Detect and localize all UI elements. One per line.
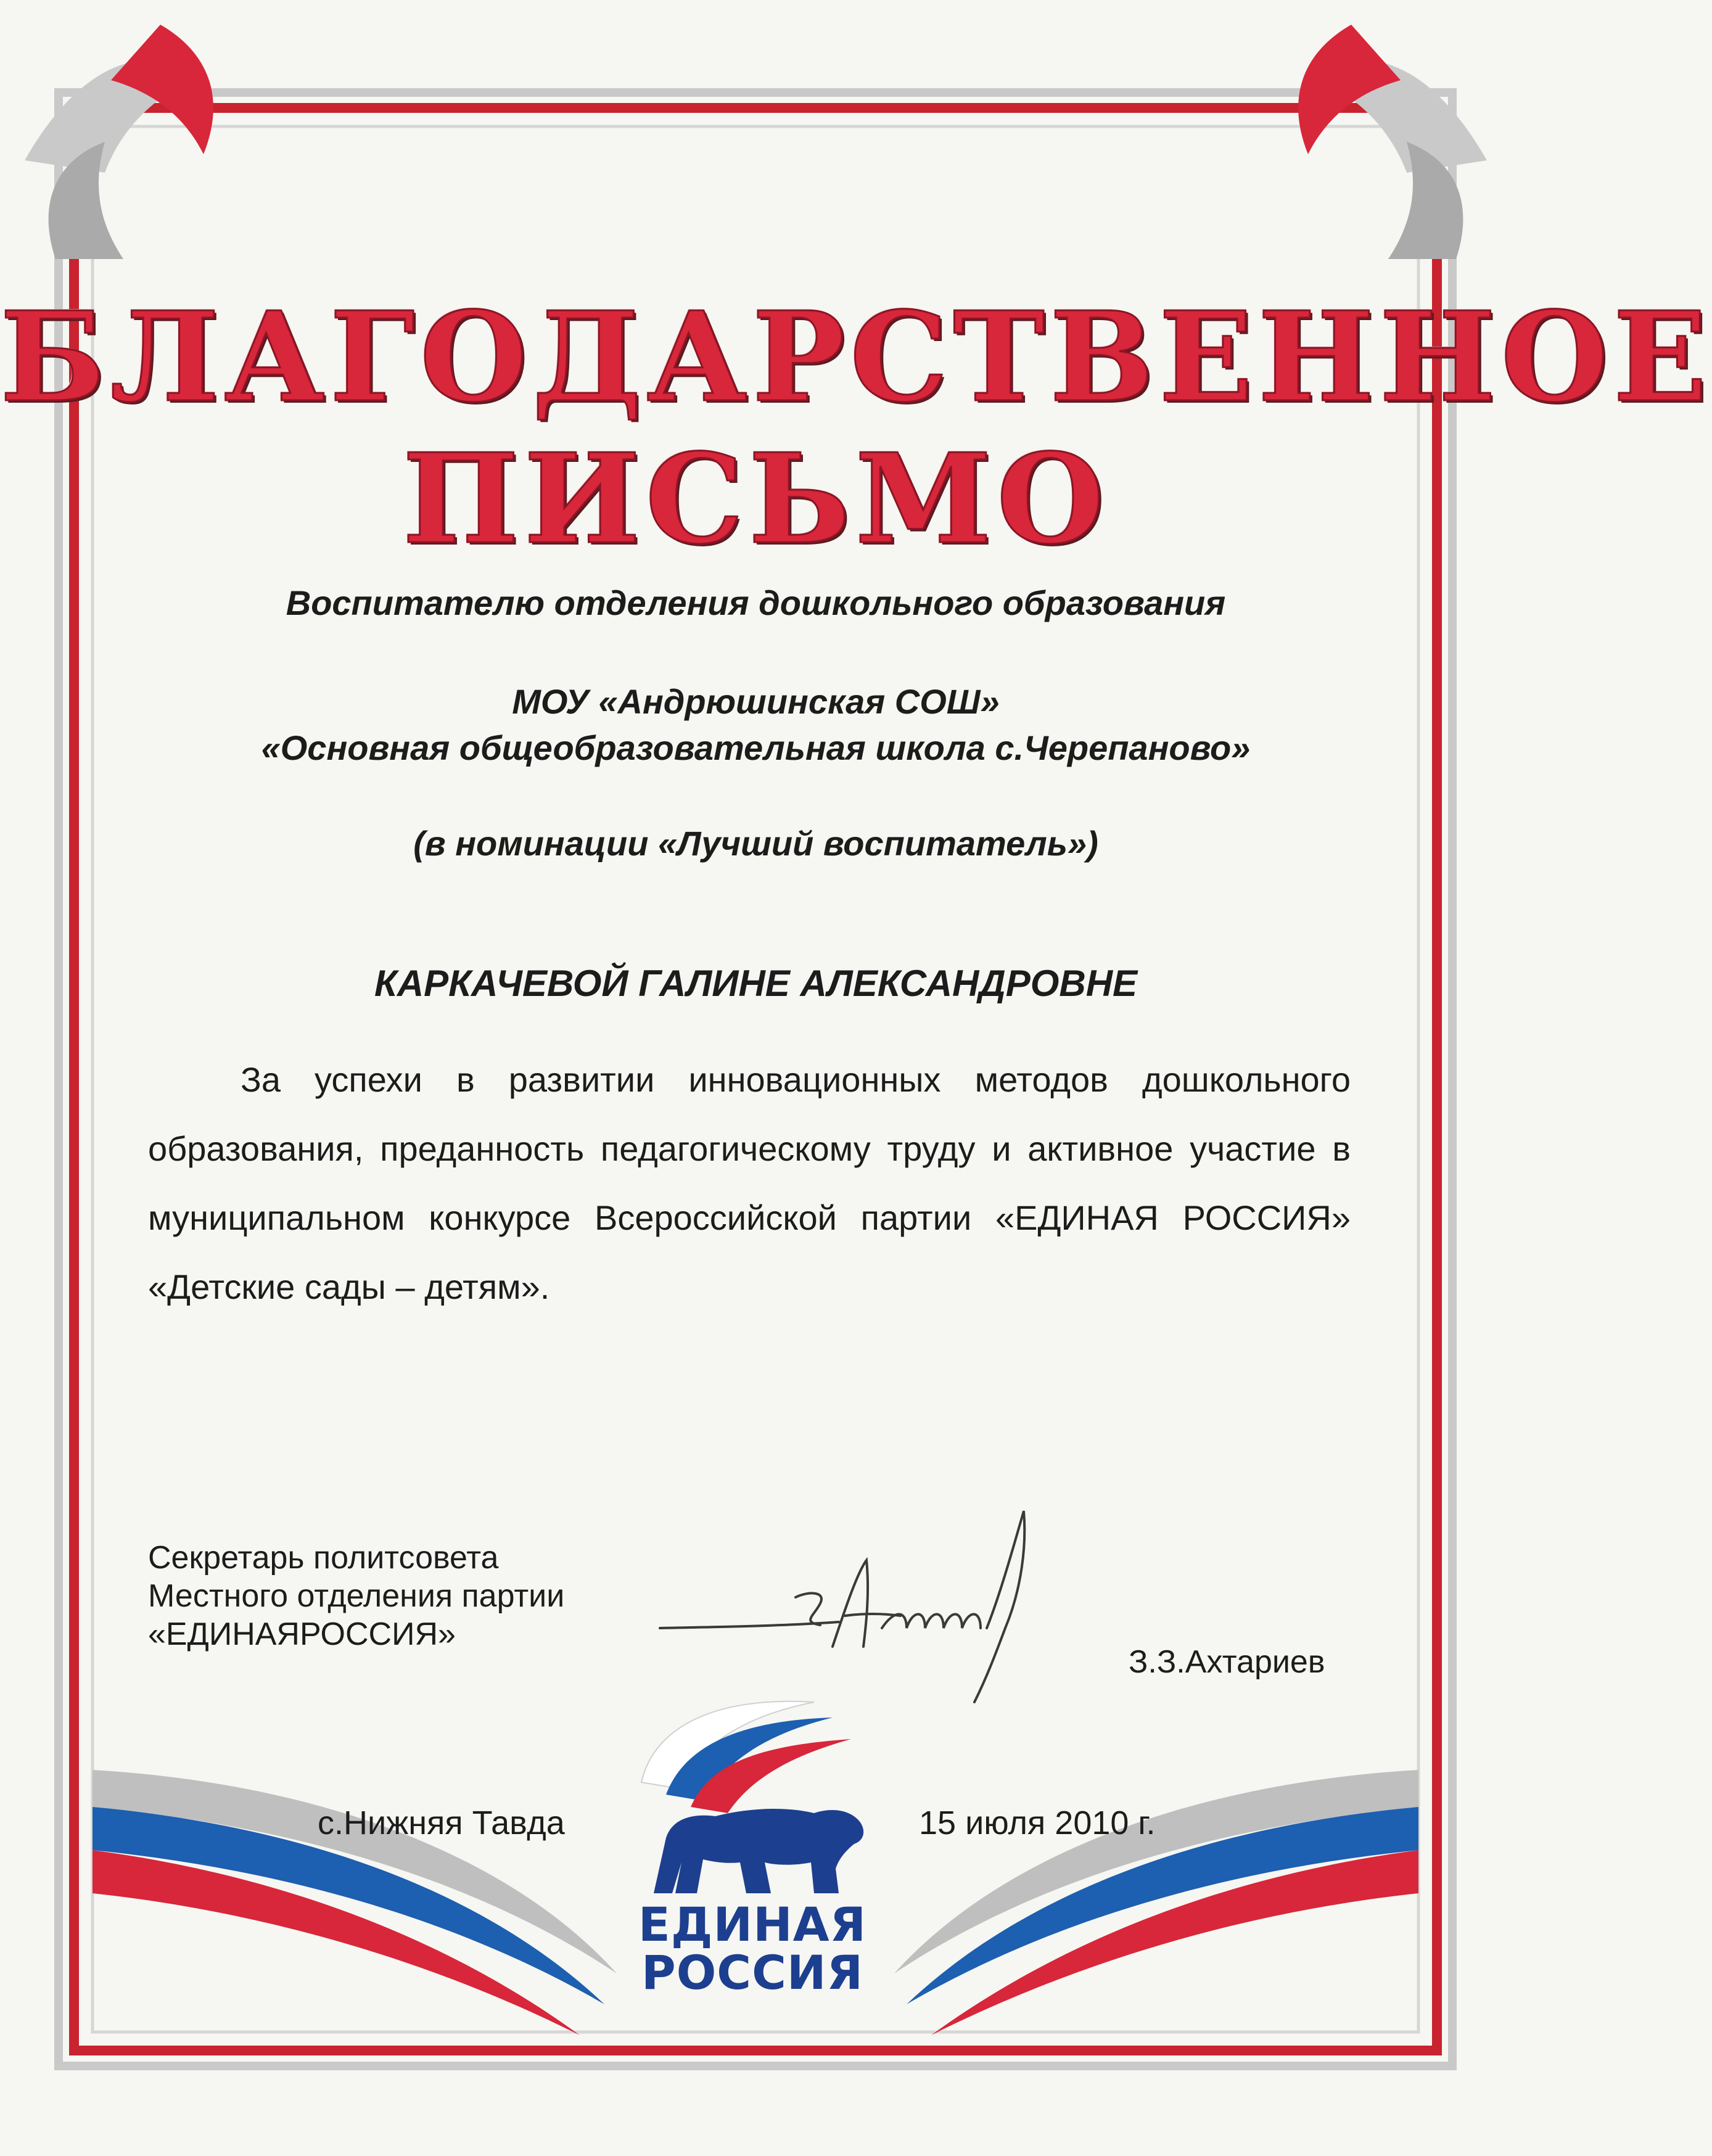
document-title-line2: ПИСЬМО (402, 427, 1109, 572)
addressee-line: Воспитателю отделения дошкольного образования (286, 583, 1226, 622)
signatory-title-line2: Местного отделения партии (148, 1578, 565, 1614)
signatory-name: З.З.Ахтариев (1129, 1644, 1325, 1680)
recipient-name: КАРКАЧЕВОЙ ГАЛИНЕ АЛЕКСАНДРОВНЕ (374, 963, 1138, 1004)
signatory-title-line3: «ЕДИНАЯРОССИЯ» (148, 1616, 456, 1652)
corner-ribbon-top-right (1298, 25, 1487, 259)
signatory-title-line1: Секретарь политсовета (148, 1540, 499, 1576)
party-logo-bear-icon (629, 1690, 876, 1899)
corner-ribbon-top-left (25, 25, 213, 259)
school-line1: МОУ «Андрюшинская СОШ» (512, 682, 1000, 721)
document-title-line1: БЛАГОДАРСТВЕННОЕ (0, 285, 1712, 430)
signatory-title (148, 1539, 564, 1653)
school-line2: «Основная общеобразовательная школа с.Черепаново» (261, 728, 1251, 767)
date-of-issue: 15 июля 2010 г. (919, 1804, 1156, 1841)
body-text: За успехи в развитии инновационных методов дошкольного образования, преданность педагогическому труду и активное участие в муниципальном конкурсе Всероссийской партии «ЕДИНАЯ РОССИЯ» «Детские сады – детям». (148, 1060, 1351, 1306)
logo-text-line2: РОССИЯ (641, 1945, 863, 2000)
nomination-line: (в номинации «Лучший воспитатель») (413, 824, 1098, 863)
handwritten-signature (654, 1505, 1036, 1708)
place-of-issue: с.Нижняя Тавда (318, 1804, 565, 1841)
logo-text-line1: ЕДИНАЯ (638, 1897, 867, 1952)
